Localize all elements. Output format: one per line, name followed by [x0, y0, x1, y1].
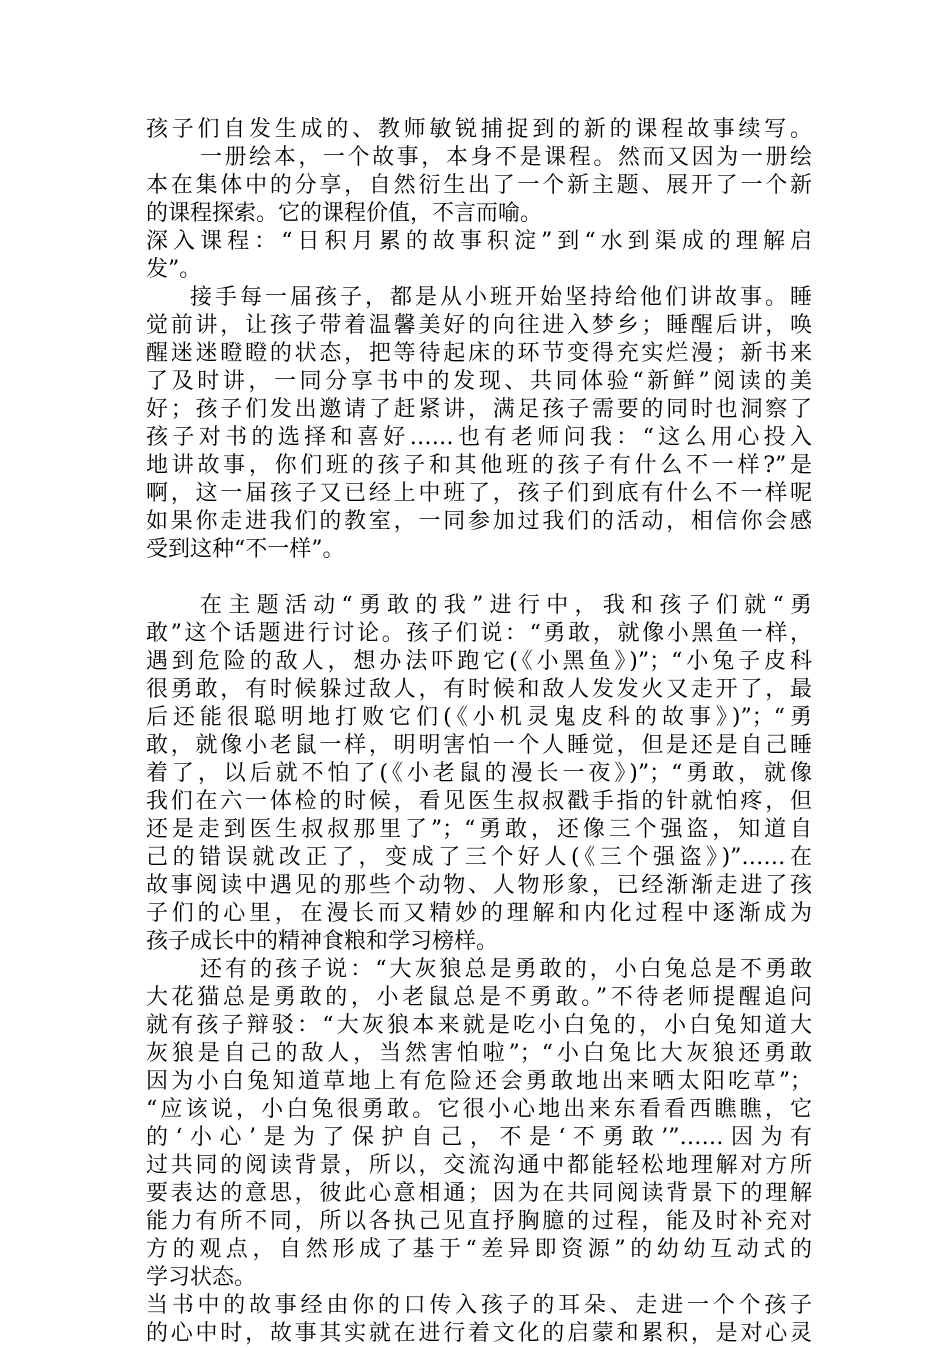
blank-line — [146, 564, 812, 592]
text-line: 如果你走进我们的教室，一同参加过我们的活动，相信你会感 — [146, 509, 812, 534]
text-line: 敢”这个话题进行讨论。孩子们说：“勇敢，就像小黑鱼一样， — [146, 621, 812, 646]
document-body-text — [146, 116, 812, 1348]
text-line: 还是走到医生叔叔那里了”；“勇敢，还像三个强盗，知道自 — [146, 817, 812, 842]
text-line: 啊，这一届孩子又已经上中班了，孩子们到底有什么不一样呢 — [146, 481, 812, 506]
text-line: 接手每一届孩子，都是从小班开始坚持给他们讲故事。睡 — [190, 285, 812, 310]
text-line: 方的观点，自然形成了基于“差异即资源”的幼幼互动式的 — [146, 1237, 812, 1262]
text-line: 孩子对书的选择和喜好……也有老师问我：“这么用心投入 — [146, 425, 812, 450]
text-line: 好；孩子们发出邀请了赶紧讲，满足孩子需要的同时也洞察了 — [146, 397, 812, 422]
text-line: 孩子们自发生成的、教师敏锐捕捉到的新的课程故事续写。 — [146, 117, 812, 142]
text-line: 遇到危险的敌人，想办法吓跑它(《小黑鱼》)”；“小兔子皮科 — [146, 649, 812, 674]
text-line: 的心中时，故事其实就在进行着文化的启蒙和累积，是对心灵 — [146, 1321, 812, 1346]
text-line: 很勇敢，有时候躲过敌人，有时候和敌人发发火又走开了，最 — [146, 677, 812, 702]
text-line: 当书中的故事经由你的口传入孩子的耳朵、走进一个个孩子 — [146, 1293, 812, 1318]
text-line: 大花猫总是勇敢的，小老鼠总是不勇敢。”不待老师提醒追问 — [146, 985, 812, 1010]
text-line: 在主题活动“勇敢的我”进行中，我和孩子们就“勇 — [200, 593, 812, 618]
text-line: 敢，就像小老鼠一样，明明害怕一个人睡觉，但是还是自己睡 — [146, 733, 812, 758]
text-line: 要表达的意思，彼此心意相通；因为在共同阅读背景下的理解 — [146, 1181, 812, 1206]
text-line: 了及时讲，一同分享书中的发现、共同体验“新鲜”阅读的美 — [146, 369, 812, 394]
text-line: 发”。 — [146, 257, 202, 282]
text-line: 后还能很聪明地打败它们(《小机灵鬼皮科的故事》)”；“勇 — [146, 705, 812, 730]
text-line: 一册绘本，一个故事，本身不是课程。然而又因为一册绘 — [200, 145, 812, 170]
text-line: 孩子成长中的精神食粮和学习榜样。 — [146, 929, 499, 954]
text-line: 深入课程：“日积月累的故事积淀”到“水到渠成的理解启 — [146, 229, 812, 254]
text-line: 就有孩子辩驳：“大灰狼本来就是吃小白兔的，小白兔知道大 — [146, 1013, 812, 1038]
text-line: 着了，以后就不怕了(《小老鼠的漫长一夜》)”；“勇敢，就像 — [146, 761, 812, 786]
text-line: 故事阅读中遇见的那些个动物、人物形象，已经渐渐走进了孩 — [146, 873, 812, 898]
text-line: 因为小白兔知道草地上有危险还会勇敢地出来晒太阳吃草”； — [146, 1069, 812, 1094]
text-line: 我们在六一体检的时候，看见医生叔叔戳手指的针就怕疼，但 — [146, 789, 812, 814]
text-line: 醒迷迷瞪瞪的状态，把等待起床的环节变得充实烂漫；新书来 — [146, 341, 812, 366]
text-line: 地讲故事，你们班的孩子和其他班的孩子有什么不一样?”是 — [146, 453, 812, 478]
text-line: 过共同的阅读背景，所以，交流沟通中都能轻松地理解对方所 — [146, 1153, 812, 1178]
text-line: 己的错误就改正了，变成了三个好人(《三个强盗》)”……在 — [146, 845, 812, 870]
text-line: 子们的心里，在漫长而又精妙的理解和内化过程中逐渐成为 — [146, 901, 812, 926]
text-line: 受到这种“不一样”。 — [146, 537, 345, 562]
text-line: 还有的孩子说：“大灰狼总是勇敢的，小白兔总是不勇敢 — [200, 957, 812, 982]
text-line: 的课程探索。它的课程价值，不言而喻。 — [146, 201, 543, 226]
text-line: “应该说，小白兔很勇敢。它很小心地出来东看看西瞧瞧，它 — [146, 1097, 812, 1122]
text-line: 本在集体中的分享，自然衍生出了一个新主题、展开了一个新 — [146, 173, 812, 198]
text-line: 能力有所不同，所以各执己见直抒胸臆的过程，能及时补充对 — [146, 1209, 812, 1234]
text-line: 学习状态。 — [146, 1265, 257, 1290]
text-line: 的‘小心’是为了保护自己，不是‘不勇敢’”……因为有 — [146, 1125, 812, 1150]
text-line: 觉前讲，让孩子带着温馨美好的向往进入梦乡；睡醒后讲，唤 — [146, 313, 812, 338]
text-line: 灰狼是自己的敌人，当然害怕啦”；“小白兔比大灰狼还勇敢 — [146, 1041, 812, 1066]
